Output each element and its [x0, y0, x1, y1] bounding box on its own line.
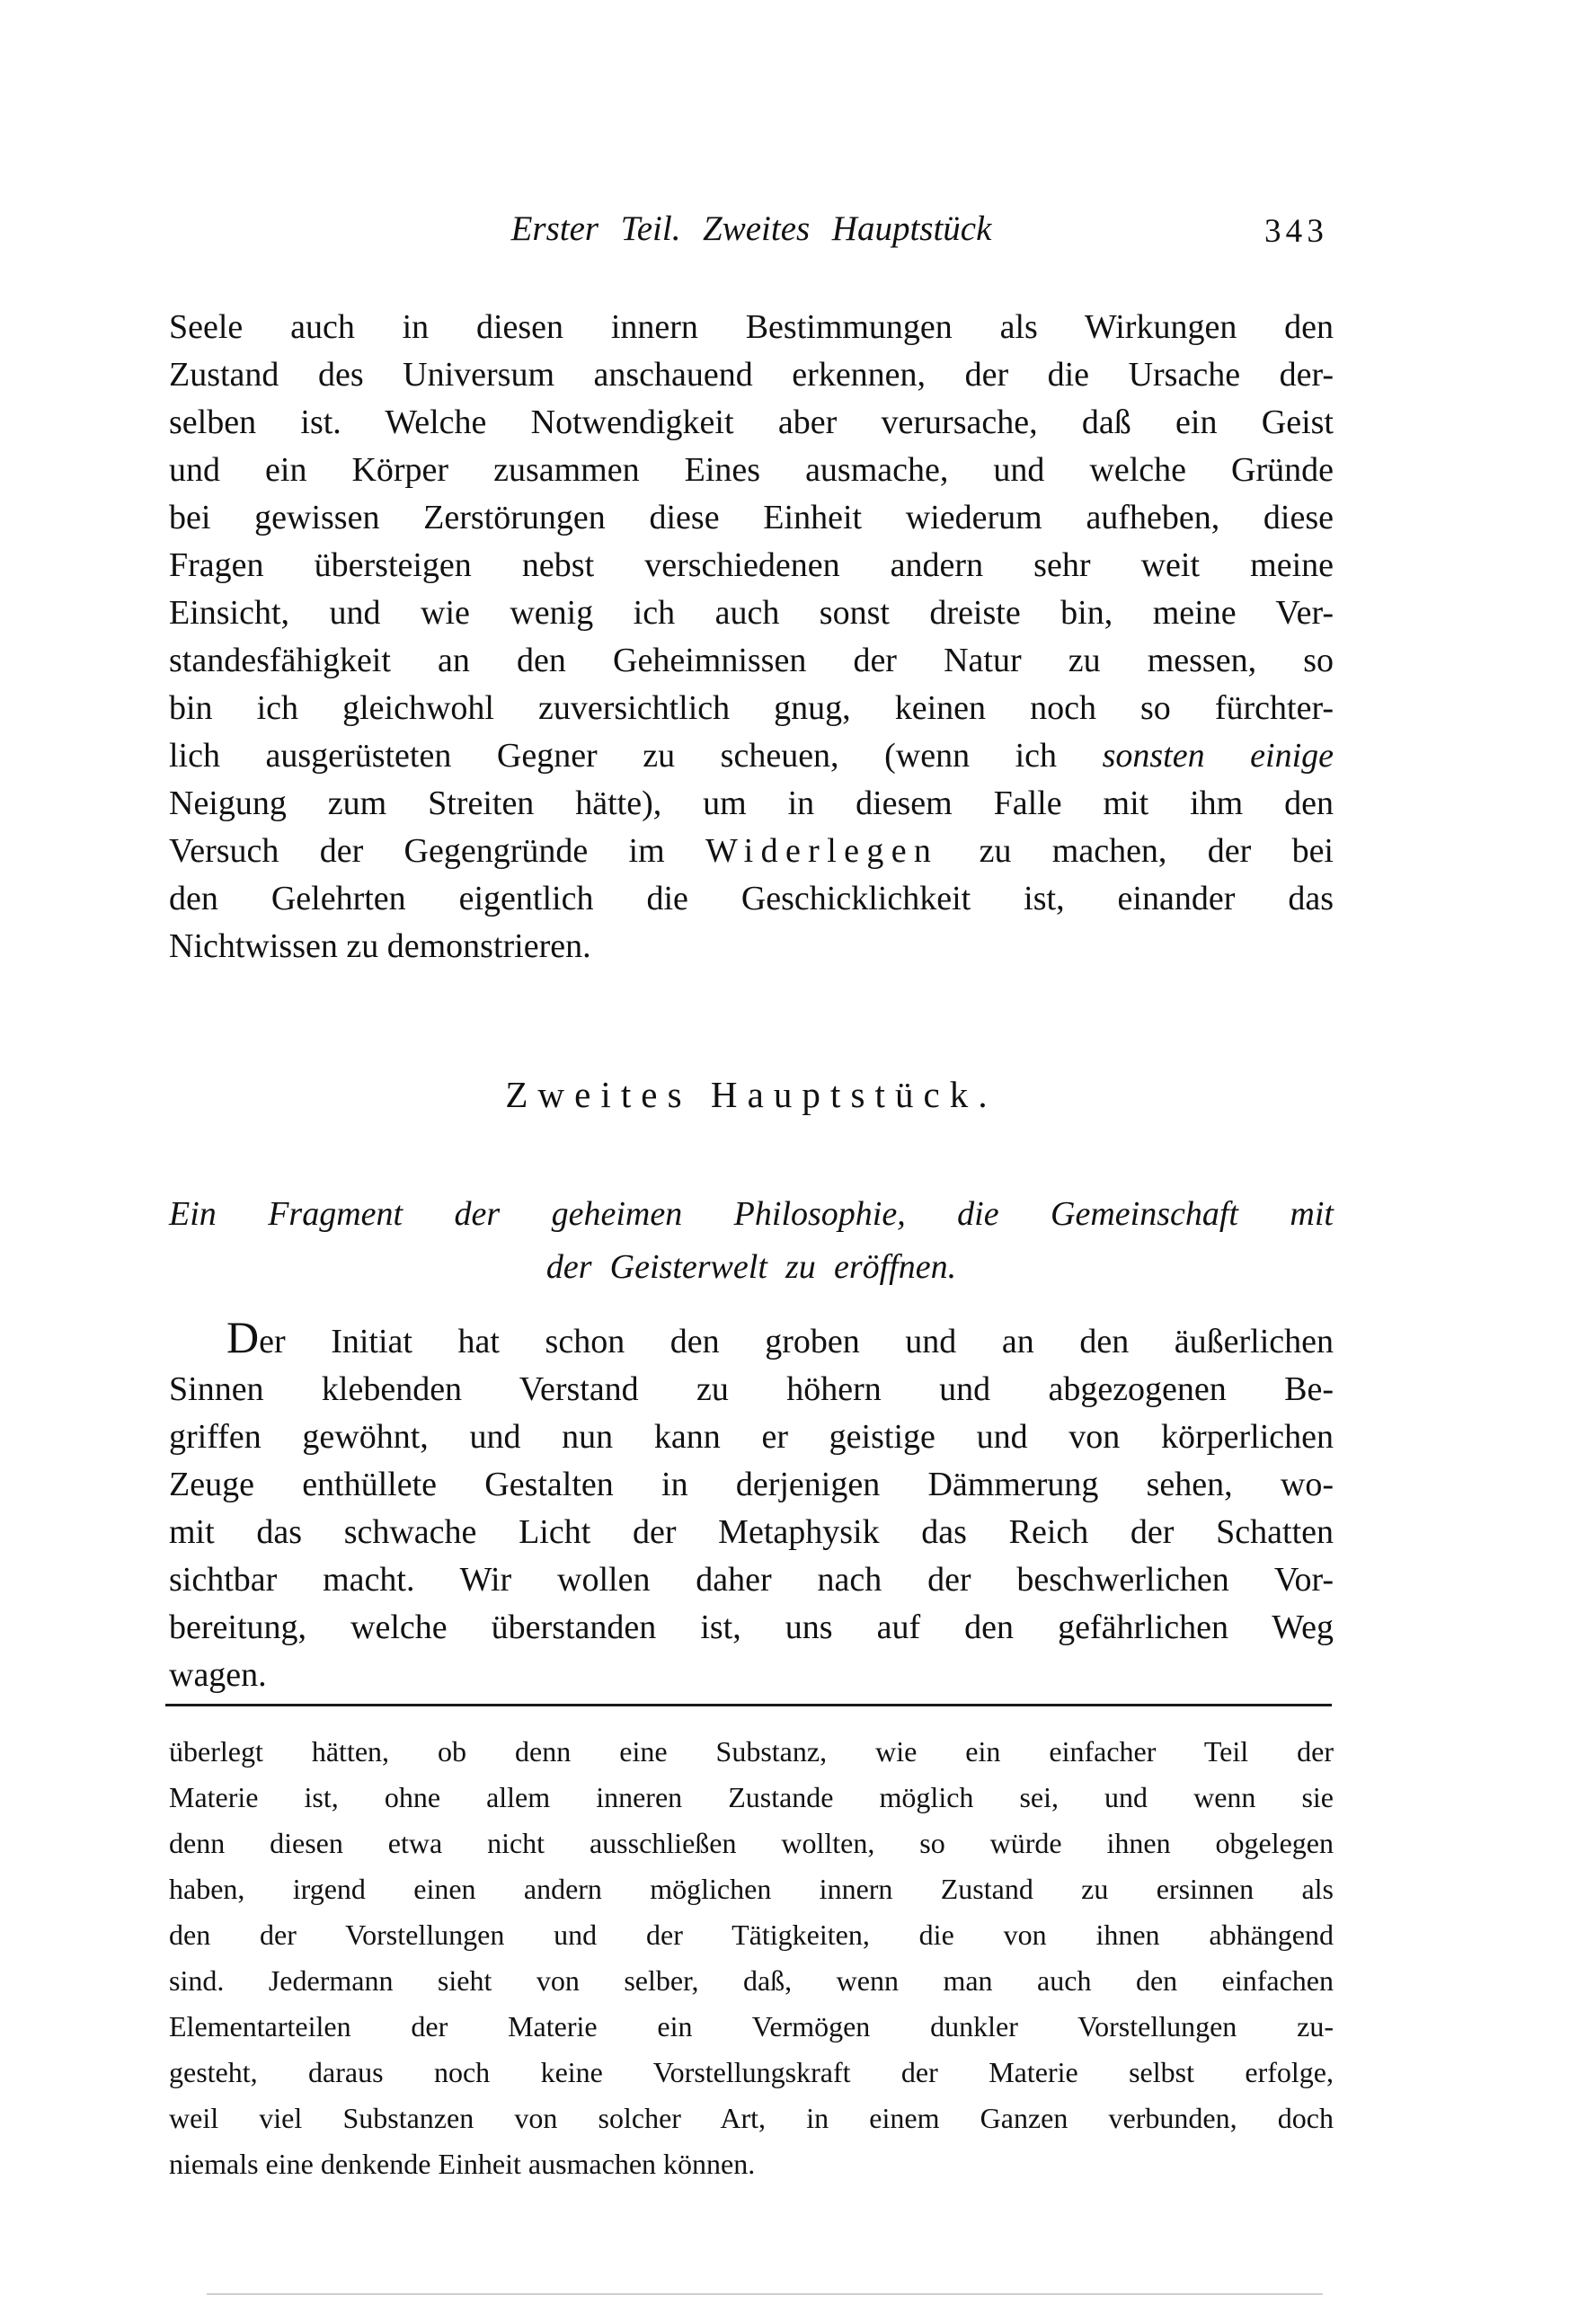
footnote-line: weil viel Substanzen von solcher Art, in einem Ganzen verbunden, doch	[169, 2102, 1334, 2134]
text-line	[169, 828, 1334, 875]
footnote-line: denn diesen etwa nicht ausschließen wollten, so würde ihnen obgelegen	[169, 1827, 1334, 1859]
footnote-line: überlegt hätten, ob denn eine Substanz, wie ein einfacher Teil der	[169, 1735, 1334, 1768]
scan-edge-line	[207, 2293, 1323, 2295]
footnote-line: sind. Jedermann sieht von selber, daß, wenn man auch den einfachen	[169, 1964, 1334, 1997]
text-line	[169, 1312, 1334, 1366]
page-number: 343	[1264, 213, 1328, 250]
text-line: Zeuge enthüllete Gestalten in derjenigen Dämmerung sehen, wo-	[169, 1466, 1334, 1503]
footnote-line: haben, irgend einen andern möglichen innern Zustand zu ersinnen als	[169, 1873, 1334, 1905]
running-header-title: Erster Teil. Zweites Hauptstück	[510, 209, 992, 248]
text-segment: lich ausgerüsteten Gegner zu scheuen, (wenn ich	[169, 737, 1103, 775]
text-line: Sinnen klebenden Verstand zu höhern und abgezogenen Be-	[169, 1370, 1334, 1408]
running-header	[169, 208, 1334, 264]
section-subtitle-line: Ein Fragment der geheimen Philosophie, die Gemeinschaft mit	[169, 1195, 1334, 1233]
paragraph-2	[169, 1312, 1334, 1699]
footnote-line: den der Vorstellungen und der Tätigkeiten, die von ihnen abhängend	[169, 1919, 1334, 1951]
section-heading: Zweites Hauptstück.	[505, 1074, 998, 1115]
text-line: bei gewissen Zerstörungen diese Einheit wiederum aufheben, diese	[169, 499, 1334, 536]
section-subtitle-line: der Geisterwelt zu eröffnen.	[545, 1248, 957, 1286]
paragraph-1	[169, 304, 1334, 970]
text-line: bin ich gleichwohl zuversichtlich gnug, keinen noch so fürchter-	[169, 689, 1334, 727]
text-line: Nichtwissen zu demonstrieren.	[169, 927, 591, 965]
text-line: Seele auch in diesen innern Bestimmungen als Wirkungen den	[169, 308, 1334, 346]
footnote-line: gesteht, daraus noch keine Vorstellungskraft der Materie selbst erfolge,	[169, 2056, 1334, 2088]
text-line: sichtbar macht. Wir wollen daher nach der beschwerlichen Vor-	[169, 1561, 1334, 1599]
text-segment-italic: sonsten einige	[1102, 737, 1334, 775]
footnote-line: niemals eine denkende Einheit ausmachen können.	[169, 2148, 756, 2180]
text-line: Zustand des Universum anschauend erkennen, der die Ursache der-	[169, 356, 1334, 394]
text-line	[169, 732, 1334, 780]
text-line: wagen.	[169, 1656, 267, 1694]
text-line: selben ist. Welche Notwendigkeit aber verursache, daß ein Geist	[169, 403, 1334, 441]
text-line: Fragen übersteigen nebst verschiedenen andern sehr weit meine	[169, 546, 1334, 584]
footnote-rule	[165, 1704, 1332, 1706]
footnote	[169, 1729, 1334, 2187]
section-subtitle	[169, 1188, 1334, 1294]
text-line: standesfähigkeit an den Geheimnissen der Natur zu messen, so	[169, 642, 1334, 679]
text-segment: zu machen, der bei	[938, 832, 1334, 870]
footnote-line: Elementarteilen der Materie ein Vermögen dunkler Vorstellungen zu-	[169, 2010, 1334, 2043]
footnote-line: Materie ist, ohne allem inneren Zustande möglich sei, und wenn sie	[169, 1781, 1334, 1813]
text-segment-letterspaced: Widerlegen	[705, 832, 939, 870]
text-line: bereitung, welche überstanden ist, uns auf den gefährlichen Weg	[169, 1608, 1334, 1646]
text-line: den Gelehrten eigentlich die Geschicklichkeit ist, einander das	[169, 880, 1334, 917]
text-line: griffen gewöhnt, und nun kann er geistige und von körperlichen	[169, 1418, 1334, 1456]
text-line: Neigung zum Streiten hätte), um in diesem Falle mit ihm den	[169, 784, 1334, 822]
text-segment: Versuch der Gegengründe im	[169, 832, 705, 870]
text-line: Einsicht, und wie wenig ich auch sonst dreiste bin, meine Ver-	[169, 594, 1334, 632]
initial-capital: D	[226, 1312, 260, 1362]
text-line: und ein Körper zusammen Eines ausmache, und welche Gründe	[169, 451, 1334, 489]
text-line: mit das schwache Licht der Metaphysik das Reich der Schatten	[169, 1513, 1334, 1551]
text-segment: er Initiat hat schon den groben und an den äußerlichen	[259, 1323, 1334, 1360]
